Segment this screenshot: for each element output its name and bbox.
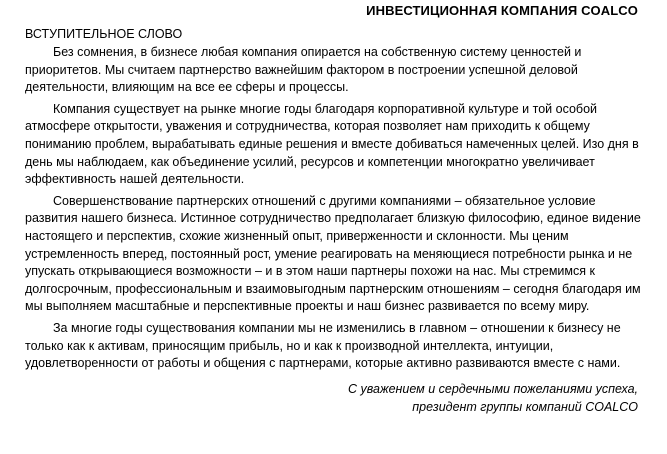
paragraph-1: Без сомнения, в бизнесе любая компания опирается на собственную систему ценностей и приоритетов. Мы считаем партнерство важнейшим фактором в построении успешной деловой деятельности, влияющим на все ее сферы и процессы. [25, 45, 582, 95]
company-header: ИНВЕСТИЦИОННАЯ КОМПАНИЯ COALCO [366, 3, 638, 18]
signature-title: президент группы компаний COALCO [412, 399, 638, 414]
paragraph-3: Совершенствование партнерских отношений с другими компаниями – обязательное условие развития нашего бизнеса. Истинное сотрудничество предполагает близкую философию, единое видение настоящего и перспектив, схожие жизненный опыт, приверженности и склонности. Мы ценим устремленность вперед, постоянный рост, умение реагировать на меняющиеся потребности рынка и не упускать открывающиеся возможности – и в этом наши партнеры похожи на нас. Мы стремимся к долгосрочным, профессиональным и взаимовыгодным партнерским отношениям – сегодня благодаря им мы выполняем масштабные и перспективные проекты и наш бизнес развивается по всему миру. [25, 193, 641, 314]
signature-greeting: С уважением и сердечными пожеланиями успеха, [348, 381, 638, 396]
intro-heading: ВСТУПИТЕЛЬНОЕ СЛОВО [25, 27, 183, 41]
paragraph-2: Компания существует на рынке многие годы благодаря корпоративной культуре и той особой атмосфере открытости, уважения и сотрудничества, которая позволяет нам приходить к общему пониманию проблем, вырабатывать единые решения и вместе добиваться намеченных целей. Изо дня в день мы наблюдаем, как объединение усилий, ресурсов и компетенции многократно увеличивает эффективность нашей деятельности. [25, 101, 639, 187]
paragraph-4: За многие годы существования компании мы не изменились в главном – отношении к бизнесу не только как к активам, приносящим прибыль, но и как к производной интеллекта, интуиции, удовлетворенности от работы и общения с партнерами, которые активно развиваются вместе с нами. [25, 320, 621, 371]
